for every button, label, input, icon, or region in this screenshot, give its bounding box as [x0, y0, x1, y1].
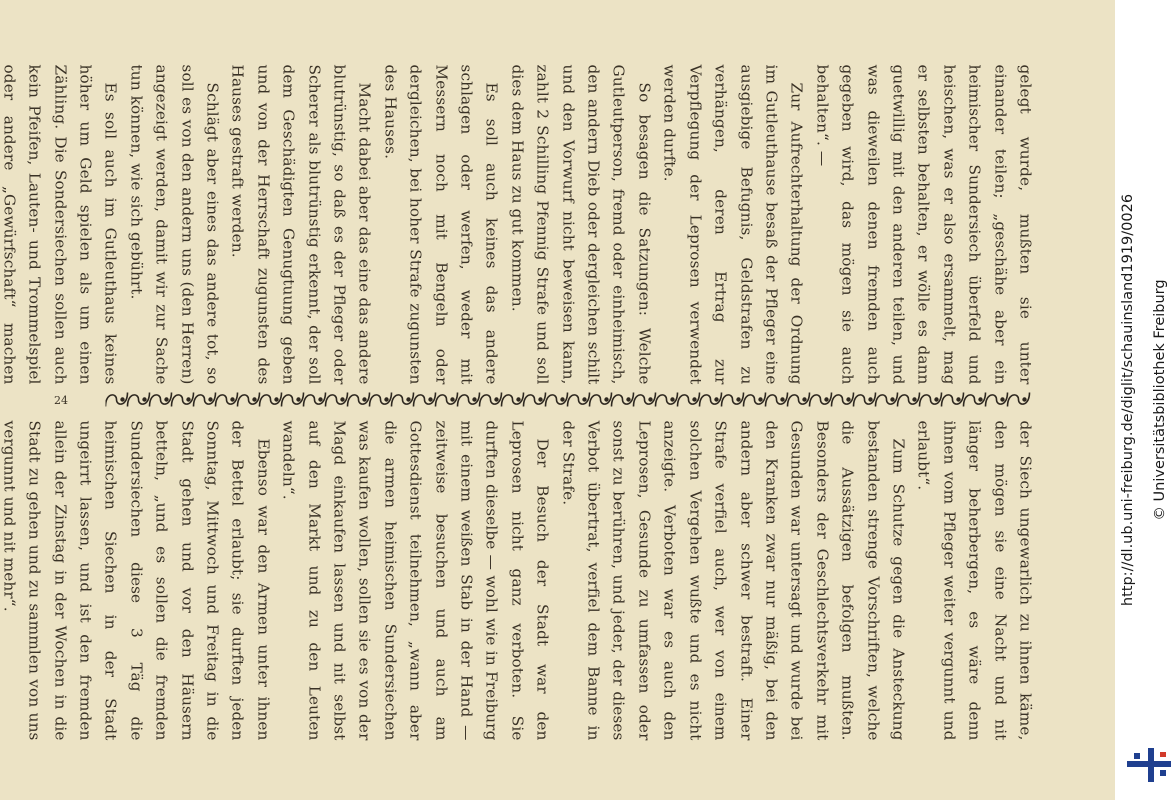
paragraph: Es soll auch im Gutleuthaus keines höher um Geld spielen als um einen Zähling. Die Sondersiechen sollen auch kein Pfeifen, Lauten- und Trommelspiel oder andere „Gewürfschaft“ machen [0, 64, 120, 384]
page-number: 24 [53, 393, 68, 407]
paragraph: Der Besuch der Stadt war den Leprosen nicht ganz verboten. Sie durften dieselbe — wohl wie in Freiburg mit einem weißen Stab in der Hand — zeitweise besuchen und auch am Gottesdienst teilnehmen, „wann aber die armen heimischen Sundersiechen was kaufen wollen, sollen sie es von der Magd einkaufen lassen und nit selbst auf den Markt und zu den Leuten wandeln“. [279, 420, 552, 740]
right-text-column [0, 64, 1115, 384]
paragraph: Zur Aufrechterhaltung der Ordnung im Gutleuthause besaß der Pfleger eine ausgiebige Befugnis, Geldstrafen zu verhängen, deren Ertrag zur Verpflegung der Leprosen verwendet werden durfte. [660, 64, 806, 384]
paragraph: So besagen die Satzungen: Welche Gutleutperson, fremd oder einheimisch, den andern Dieb oder dergleichen schilt und den Vorwurf nicht beweisen kann, zahlt 2 Schilling Pfennig Strafe und soll dies dem Haus zu gut kommen. [507, 64, 653, 384]
paragraph: Ebenso war den Armen unter ihnen der Bettel erlaubt; sie durften jeden Sonntag, Mittwoch und Freitag in die Stadt gehen und vor den Häusern betteln, „und es sollen die fremden Sundersiechen diese 3 Täg die heimischen Siechen in der Stadt ungeirrt lassen, und ist den fremden allein der Zinstag in der Wochen in die Stadt zu gehen und zu sammlen von uns vergunnt und nit mehr“. [0, 420, 272, 740]
copyright-notice: © Universitätsbibliothek Freiburg [1152, 279, 1168, 521]
paragraph: Es soll auch keines das andere schlagen oder werfen, weder mit Messern noch mit Bengeln oder dergleichen, bei hoher Strafe zugunsten des Hauses. [380, 64, 501, 384]
paragraph: gelegt wurde, mußten sie unter einander teilen; „geschähe aber ein heimischer Sundersiech überfeld und heischen, was er also ersammelt, mag er selbsten behalten, er wölle es dann guetwillig mit den anderen teilen, und was dieweilen denen fremden auch gegeben wird, das mögen sie auch behalten“. — [812, 64, 1034, 384]
left-text-column [0, 420, 1115, 740]
source-url-link[interactable]: http://dl.ub.uni-freiburg.de/diglit/schauinsland1919/0026 [1120, 193, 1136, 607]
paragraph: Zum Schutze gegen die Ansteckung bestanden strenge Vorschriften, welche die Aussätzigen befolgen mußten. Besonders der Geschlechtsverkehr mit Gesunden war untersagt und wurde bei den Kranken zwar nur mäßig, bei den andern aber schwer bestraft. Einer Strafe verfiel auch, wer von einem solchen Vergehen wußte und es nicht anzeigte. Verboten war es auch den Leprosen, Gesunde zu umfassen oder sonst zu berühren, und jeder, der dieses Verbot übertrat, verfiel dem Banne in der Strafe. [558, 420, 907, 740]
ornamental-divider [105, 388, 1035, 410]
paragraph: Macht dabei aber das eine das andere blutrünstig, so daß es der Pfleger oder Scherer als blutrünstig erkennt, der soll dem Geschädigten Genugtuung geben und von der Herrschaft zugunsten des Hauses gestraft werden. [228, 64, 374, 384]
paragraph: der Siech ungewarlich zu ihnen käme, den mögen sie eine Nacht und nit länger beherbergen, es wäre denn ihnen vom Pfleger weiter vergunnt und erlaubt“. [914, 420, 1034, 740]
paragraph: Schlägt aber eines das andere tot, so soll es von den andern uns (den Herren) angezeigt werden, damit wir zur Sache tun können, wie sich gebührt. [126, 64, 221, 384]
library-logo-icon [1127, 748, 1171, 782]
